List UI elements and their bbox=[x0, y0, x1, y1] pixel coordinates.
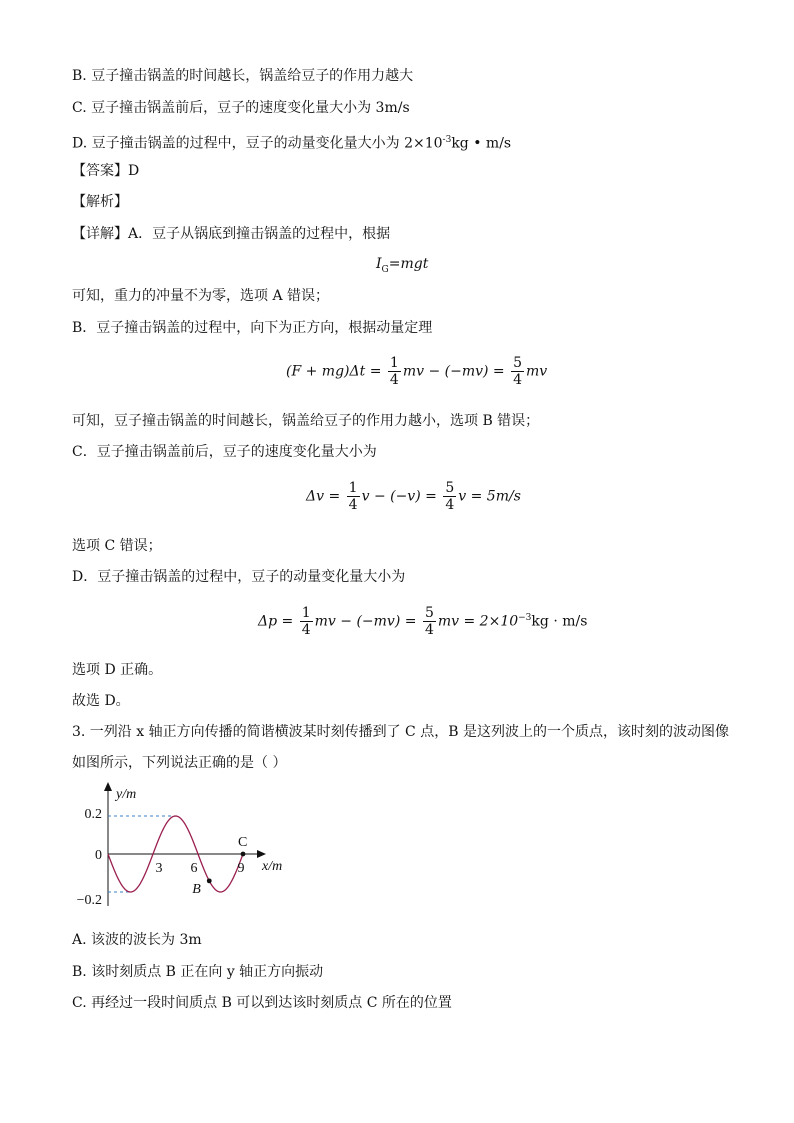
eq3-frac-5-4 bbox=[443, 480, 456, 513]
y-tick-zero: 0 bbox=[95, 848, 102, 863]
eq2-mid: mv − (−mv) = bbox=[402, 363, 505, 380]
frac-den: 4 bbox=[301, 622, 311, 638]
eq2-frac-5-4 bbox=[511, 355, 524, 388]
eq3-rhs: v = 5m/s bbox=[458, 488, 521, 505]
frac-num: 5 bbox=[513, 355, 523, 371]
question3-option-a: A. 该波的波长为 3m bbox=[72, 932, 202, 948]
detail-label: 【详解】 bbox=[72, 226, 128, 242]
point-b-marker bbox=[207, 878, 212, 883]
eq3-lhs: Δv = bbox=[306, 488, 341, 505]
eq4-lhs: Δp = bbox=[258, 613, 294, 630]
y-tick-bottom: −0.2 bbox=[76, 893, 102, 908]
option-d-exp: -3 bbox=[442, 135, 452, 145]
detail-line-1 bbox=[72, 224, 390, 244]
equation-momentum-theorem bbox=[286, 355, 547, 388]
frac-num: 5 bbox=[424, 605, 434, 621]
detail-line-3: B．豆子撞击锅盖的过程中，向下为正方向，根据动量定理 bbox=[72, 320, 433, 336]
answer-line bbox=[72, 161, 139, 181]
equation-impulse bbox=[376, 254, 428, 280]
x-tick-6: 6 bbox=[190, 861, 198, 876]
eq4-frac-5-4 bbox=[423, 605, 436, 638]
detail-line-5: C．豆子撞击锅盖前后，豆子的速度变化量大小为 bbox=[72, 444, 377, 460]
eq4-rhs1: mv = 2×10 bbox=[437, 613, 519, 630]
frac-num: 1 bbox=[301, 605, 311, 621]
frac-den: 4 bbox=[389, 372, 399, 388]
frac-num: 1 bbox=[389, 355, 399, 371]
detail-line-4: 可知，豆子撞击锅盖的时间越长，锅盖给豆子的作用力越小，选项 B 错误； bbox=[72, 413, 540, 429]
y-axis-arrow bbox=[104, 782, 112, 791]
eq1-sub: G bbox=[381, 264, 389, 275]
eq3-frac-1-4 bbox=[347, 480, 360, 513]
detail-a-text: A．豆子从锅底到撞击锅盖的过程中，根据 bbox=[128, 226, 391, 242]
option-d-prev bbox=[72, 130, 511, 154]
y-axis-label: y/m bbox=[116, 787, 137, 802]
answer-value: D bbox=[128, 163, 140, 179]
frac-den: 4 bbox=[513, 372, 523, 388]
equation-velocity-change bbox=[306, 480, 521, 513]
eq4-rhs2: kg · m/s bbox=[531, 613, 588, 630]
eq3-mid: v − (−v) = bbox=[361, 488, 437, 505]
point-c-marker bbox=[241, 852, 246, 857]
eq2-rhs: mv bbox=[526, 363, 548, 380]
answer-label: 【答案】 bbox=[72, 163, 128, 179]
x-axis-label: x/m bbox=[262, 859, 283, 874]
eq2-frac-1-4 bbox=[388, 355, 401, 388]
detail-line-6: 选项 C 错误； bbox=[72, 538, 162, 554]
eq4-frac-1-4 bbox=[300, 605, 313, 638]
y-tick-top: 0.2 bbox=[84, 807, 102, 822]
equation-momentum-change bbox=[258, 605, 587, 638]
question3-line-1: 3. 一列沿 x 轴正方向传播的简谐横波某时刻传播到了 C 点，B 是这列波上的一个质点，该时刻的波动图像 bbox=[72, 724, 729, 740]
point-c-label: C bbox=[238, 835, 248, 850]
detail-line-9: 故选 D。 bbox=[72, 693, 130, 709]
analysis-label: 【解析】 bbox=[72, 194, 128, 210]
eq4-exp: −3 bbox=[518, 612, 532, 623]
frac-den: 4 bbox=[348, 497, 358, 513]
frac-den: 4 bbox=[424, 622, 434, 638]
frac-den: 4 bbox=[445, 497, 455, 513]
question3-option-b: B. 该时刻质点 B 正在向 y 轴正方向振动 bbox=[72, 964, 324, 980]
option-b-prev: B. 豆子撞击锅盖的时间越长，锅盖给豆子的作用力越大 bbox=[72, 68, 414, 84]
eq1-rhs: =mgt bbox=[388, 256, 429, 272]
frac-num: 1 bbox=[348, 480, 358, 496]
detail-line-2: 可知，重力的冲量不为零，选项 A 错误； bbox=[72, 288, 330, 304]
x-tick-9: 9 bbox=[237, 861, 245, 876]
eq1-i: I bbox=[376, 256, 382, 272]
wave-figure bbox=[72, 780, 312, 910]
detail-line-7: D．豆子撞击锅盖的过程中，豆子的动量变化量大小为 bbox=[72, 569, 406, 585]
option-d-suffix: kg • m/s bbox=[451, 135, 512, 152]
eq2-lhs: (F + mg)Δt = bbox=[286, 363, 382, 380]
question3-line-2: 如图所示，下列说法正确的是（ ） bbox=[72, 755, 287, 771]
x-axis-arrow bbox=[257, 850, 266, 858]
detail-line-8: 选项 D 正确。 bbox=[72, 662, 163, 678]
x-tick-3: 3 bbox=[155, 861, 163, 876]
question3-option-c: C. 再经过一段时间质点 B 可以到达该时刻质点 C 所在的位置 bbox=[72, 995, 452, 1011]
point-b-label: B bbox=[192, 881, 201, 897]
frac-num: 5 bbox=[445, 480, 455, 496]
option-c-prev: C. 豆子撞击锅盖前后，豆子的速度变化量大小为 3m/s bbox=[72, 100, 410, 116]
option-d-prefix: D. 豆子撞击锅盖的过程中，豆子的动量变化量大小为 2×10 bbox=[72, 135, 443, 152]
eq4-mid: mv − (−mv) = bbox=[314, 613, 417, 630]
